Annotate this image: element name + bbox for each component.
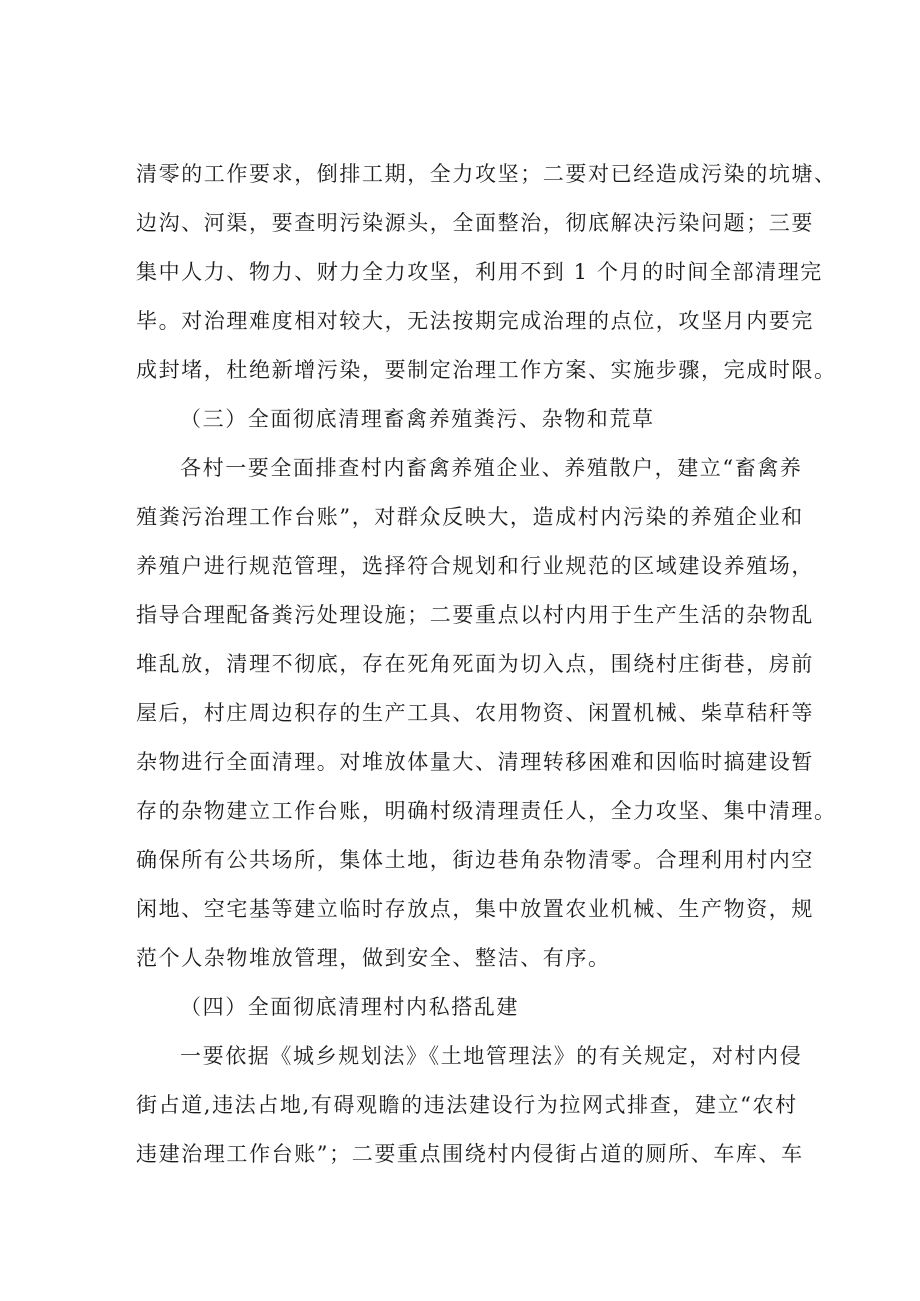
- body-text-line: 杂物进行全面清理。对堆放体量大、清理转移困难和因临时搞建设暂: [136, 750, 814, 774]
- body-text-line: 殖粪污治理工作台账”，对群众反映大，造成村内污染的养殖企业和: [136, 505, 804, 529]
- body-text-line: 屋后，村庄周边积存的生产工具、农用物资、闲置机械、柴草秸秆等: [136, 701, 814, 725]
- body-text-line: 养殖户进行规范管理，选择符合规划和行业规范的区域建设养殖场，: [136, 554, 814, 578]
- section-heading-4: （四）全面彻底清理村内私搭乱建: [180, 995, 519, 1019]
- body-text-line: 毕。对治理难度相对较大，无法按期完成治理的点位，攻坚月内要完: [136, 309, 814, 333]
- body-text-line: 指导合理配备粪污处理设施；二要重点以村内用于生产生活的杂物乱: [136, 603, 814, 627]
- body-text-line: 违建治理工作台账”；二要重点围绕村内侵街占道的厕所、车库、车: [136, 1142, 804, 1166]
- section-heading-3: （三）全面彻底清理畜禽养殖粪污、杂物和荒草: [180, 407, 655, 431]
- body-text-line: 清零的工作要求，倒排工期，全力攻坚；二要对已经造成污染的坑塘、: [136, 162, 837, 186]
- body-text-line: 存的杂物建立工作台账，明确村级清理责任人，全力攻坚、集中清理。: [136, 799, 837, 823]
- body-text-line: 闲地、空宅基等建立临时存放点，集中放置农业机械、生产物资，规: [136, 897, 814, 921]
- body-text-line: 成封堵，杜绝新增污染，要制定治理工作方案、实施步骤，完成时限。: [136, 358, 837, 382]
- body-text-line: 确保所有公共场所，集体土地，街边巷角杂物清零。合理利用村内空: [136, 848, 814, 872]
- paragraph-first-line: 各村一要全面排查村内畜禽养殖企业、养殖散户，建立“畜禽养: [180, 456, 803, 480]
- paragraph-first-line: 一要依据《城乡规划法》《土地管理法》的有关规定，对村内侵: [180, 1044, 803, 1068]
- body-text-line: 堆乱放，清理不彻底，存在死角死面为切入点，围绕村庄街巷，房前: [136, 652, 814, 676]
- body-text-line: 边沟、河渠，要查明污染源头，全面整治，彻底解决污染问题；三要: [136, 211, 814, 235]
- body-text-line: 范个人杂物堆放管理，做到安全、整洁、有序。: [136, 946, 611, 970]
- body-text-line: 街占道,违法占地,有碍观瞻的违法建设行为拉网式排查，建立“农村: [136, 1093, 798, 1117]
- body-text-line: 集中人力、物力、财力全力攻坚，利用不到 1 个月的时间全部清理完: [136, 260, 823, 284]
